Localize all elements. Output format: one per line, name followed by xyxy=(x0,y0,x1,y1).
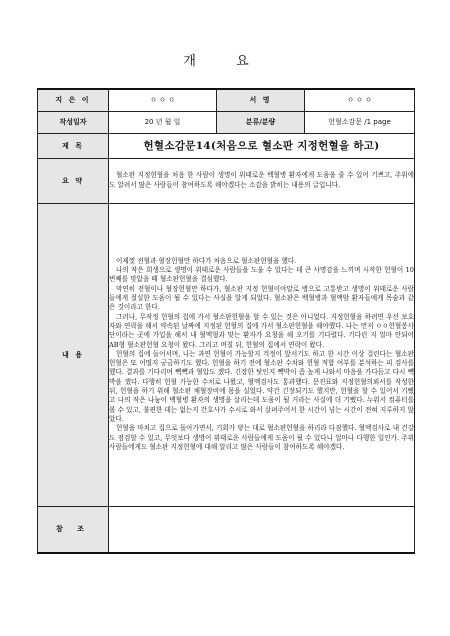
content-paragraph: 이제껏 전혈과 혈장헌혈만 하다가 처음으로 혈소판헌혈을 했다. xyxy=(116,256,297,265)
content-body xyxy=(109,203,415,506)
reference-value xyxy=(109,506,415,553)
page-title: 개 요 xyxy=(183,54,267,69)
reference-label: 참 조 xyxy=(38,506,109,553)
author-value: ㅇ ㅇ ㅇ xyxy=(109,89,217,111)
content-paragraph: 그러나, 무작정 헌혈의 집에 가서 혈소판헌혈을 할 수 있는 것은 아니었다. 지정헌혈을 하려면 우선 보호자와 연락을 해서 약속된 날짜에 지정된 헌혈의 집에 가서 혈소판헌혈을 해야했다. 나는 먼저 ㅇㅇ헌혈봉사단이라는 곳에 가입을 해서 내 혈액형과 맞는 환자가 요청을 해 오기를 기다렸다. 기다린 지 얼마 안되어 AB형 혈소판헌혈 요청이 왔다. 그리고 며칠 뒤, 헌혈의 집에서 연락이 왔다. xyxy=(109,312,414,349)
summary-form-table xyxy=(37,88,415,554)
content-label: 내 용 xyxy=(38,203,109,506)
author-label: 지 은 이 xyxy=(38,89,109,111)
title-label: 제 목 xyxy=(38,133,109,158)
document-title: 헌혈소감문14(처음으로 혈소판 지정헌혈을 하고) xyxy=(109,133,415,158)
content-paragraph: 막연히 전혈이나 혈장헌혈만 하다가, 혈소판 지정 헌혈이야말로 병으로 고통받고 생명이 위태로운 사람들에게 절실한 도움이 될 수 있다는 사실을 알게 되었다. 혈소판은 백혈병과 혈액암 환자들에게 목숨과 같은 것이라고 한다. xyxy=(109,284,414,312)
summary-label: 요 약 xyxy=(38,158,109,203)
book-name-value: ㅇ ㅇ ㅇ xyxy=(305,89,415,111)
category-value: 헌혈소감문 /1 page xyxy=(305,111,415,133)
summary-text xyxy=(109,158,415,203)
date-label: 작성일자 xyxy=(38,111,109,133)
summary-paragraph: 혈소판 지정헌혈을 처음 한 사람이 생명이 위태로운 백혈병 환자에게 도움을 줄 수 있어 기쁘고, 주위에도 알려서 많은 사람들이 참여하도록 해야겠다는 소감을 밝히는 내용의 글입니다. xyxy=(109,171,414,189)
content-paragraph: 나의 작은 희생으로 생명이 위태로운 사람들을 도울 수 있다는 데 큰 사명감을 느끼며 시작한 헌혈이 10번째를 맞았을 때 혈소판헌혈을 결심했다. xyxy=(109,266,414,284)
content-paragraph: 헌혈의 집에 들어서며, 나는 과연 헌혈이 가능할지 걱정이 앞서기도 하고 한 시간 이상 걸린다는 혈소판헌혈은 또 어떨지 궁금하기도 했다. 헌혈을 하기 전에 혈소판 수치와 헌혈 적합 여부를 분석하는 피 검사를 했다. 결과를 기다리며 빽빽과 혈압도 쟀다. 긴장한 탓인지 빽박이 좀 높게 나와서 마음을 가다듬고 다시 빽박을 쟀다. 다행히 헌혈 가능한 수치로 나왔고, 혈액검사도 통과했다. 문진표와 지정헌혈의뢰서를 작성한 뒤, 헌혈을 하기 위해 혈소판 채혈장비에 몸을 실었다. 약간 긴장되기도 했지만, 헌혈을 할 수 있어서 기뻤고 나의 작은 나눔이 백혈병 환자의 생명을 살리는데 도움이 될 거라는 사실에 더 기뻤다. 누워서 컴퓨터를 볼 수 있고, 불편한 데는 없는지 간호사가 수시로 와서 살펴주어서 한 시간이 넘는 시간이 전혀 지루하지 않았다. xyxy=(109,349,414,423)
content-paragraph: 헌혈을 마치고 집으로 돌아가면서, 기회가 닿는 대로 혈소판헌혈을 하리라 다짐했다. 혈액검사로 내 건강도 점검할 수 있고, 무엇보다 생명이 위태로운 사람들에게 도움이 될 수 있다니 얼마나 다행한 일인가. 주위 사람들에게도 혈소판 지정헌혈에 대해 알리고 많은 사람들이 참여하도록 해야겠다. xyxy=(109,424,414,451)
date-value: 20 년 월 일 xyxy=(109,111,217,133)
category-label: 분류/분량 xyxy=(217,111,305,133)
book-name-label: 서 명 xyxy=(217,89,305,111)
